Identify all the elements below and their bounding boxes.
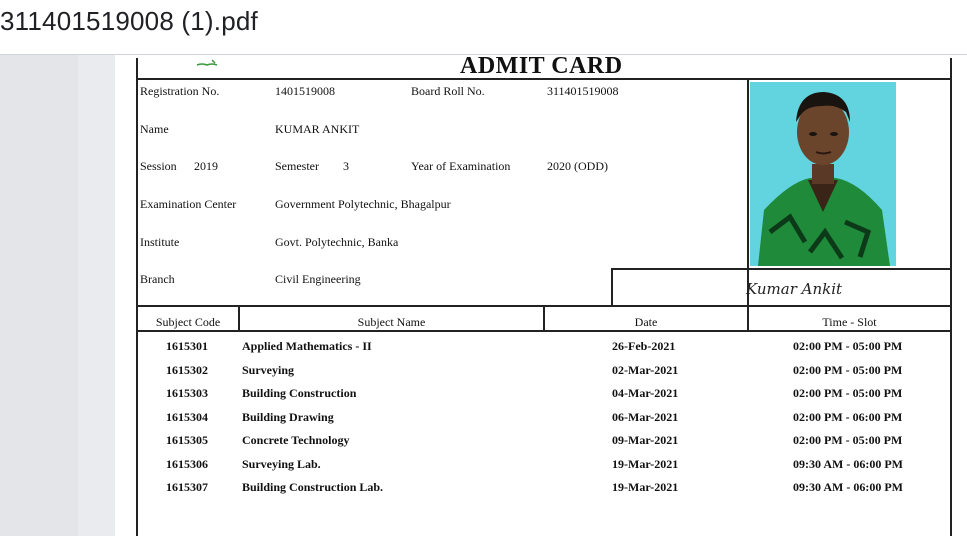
col-header-date: Date xyxy=(634,315,658,329)
name-value: KUMAR ANKIT xyxy=(275,122,360,136)
row-4-name: Building Drawing xyxy=(242,410,334,424)
session-label: Session xyxy=(140,159,177,173)
row-7-name: Building Construction Lab. xyxy=(242,480,384,494)
viewer-toolbar xyxy=(0,0,967,55)
person-photo-icon xyxy=(750,82,896,266)
row-7-slot: 09:30 AM - 06:00 PM xyxy=(793,480,903,494)
row-3-code: 1615303 xyxy=(166,386,208,400)
session-value: 2019 xyxy=(194,159,218,173)
row-5-date: 09-Mar-2021 xyxy=(612,433,679,447)
row-4-code: 1615304 xyxy=(166,410,208,424)
row-1-code: 1615301 xyxy=(166,339,208,353)
row-2-date: 02-Mar-2021 xyxy=(612,363,679,377)
institute-value: Govt. Polytechnic, Banka xyxy=(275,235,399,249)
board-roll-no-label: Board Roll No. xyxy=(411,84,485,98)
row-1-slot: 02:00 PM - 05:00 PM xyxy=(793,339,903,353)
row-7-code: 1615307 xyxy=(166,480,208,494)
year-of-exam-label: Year of Examination xyxy=(411,159,511,173)
name-label: Name xyxy=(140,122,169,136)
row-2-code: 1615302 xyxy=(166,363,208,377)
card-top-rule xyxy=(136,78,951,80)
row-6-name: Surveying Lab. xyxy=(242,457,321,471)
row-2-name: Surveying xyxy=(242,363,295,377)
col-header-code: Subject Code xyxy=(155,315,221,329)
col-header-slot: Time - Slot xyxy=(822,315,877,329)
branch-label: Branch xyxy=(140,272,175,286)
file-title: 311401519008 (1).pdf xyxy=(0,6,258,36)
row-5-slot: 02:00 PM - 05:00 PM xyxy=(793,433,903,447)
row-3-slot: 02:00 PM - 05:00 PM xyxy=(793,386,903,400)
semester-value: 3 xyxy=(343,159,349,173)
row-6-code: 1615306 xyxy=(166,457,208,471)
signature-top-rule xyxy=(612,268,951,270)
admit-card-title: ADMIT CARD xyxy=(460,53,623,76)
row-6-date: 19-Mar-2021 xyxy=(612,457,679,471)
card-border-left xyxy=(136,58,138,536)
registration-no-value: 1401519008 xyxy=(275,84,335,98)
exam-center-value: Government Polytechnic, Bhagalpur xyxy=(275,197,451,211)
board-roll-no-value: 311401519008 xyxy=(547,84,619,98)
row-4-date: 06-Mar-2021 xyxy=(612,410,679,424)
candidate-photo xyxy=(750,82,896,266)
row-5-code: 1615305 xyxy=(166,433,208,447)
exam-center-label: Examination Center xyxy=(140,197,237,211)
row-7-date: 19-Mar-2021 xyxy=(612,480,679,494)
row-2-slot: 02:00 PM - 05:00 PM xyxy=(793,363,903,377)
row-1-name: Applied Mathematics - II xyxy=(242,339,372,353)
card-border-right xyxy=(950,58,952,536)
year-of-exam-value: 2020 (ODD) xyxy=(547,159,608,173)
col-header-name: Subject Name xyxy=(357,315,426,329)
row-1-date: 26-Feb-2021 xyxy=(612,339,676,353)
row-6-slot: 09:30 AM - 06:00 PM xyxy=(793,457,903,471)
institute-label: Institute xyxy=(140,235,180,249)
row-3-name: Building Construction xyxy=(242,386,357,400)
branch-value: Civil Engineering xyxy=(275,272,361,286)
logo-fragment-icon xyxy=(196,56,218,66)
registration-no-label: Registration No. xyxy=(140,84,220,98)
row-3-date: 04-Mar-2021 xyxy=(612,386,679,400)
semester-label: Semester xyxy=(275,159,319,173)
viewer-left-gutter xyxy=(0,55,78,536)
photo-divider xyxy=(747,78,749,306)
row-5-name: Concrete Technology xyxy=(242,433,350,447)
signature-left-rule xyxy=(611,268,613,306)
signature: Kumar Ankit xyxy=(746,280,843,298)
row-4-slot: 02:00 PM - 06:00 PM xyxy=(793,410,903,424)
